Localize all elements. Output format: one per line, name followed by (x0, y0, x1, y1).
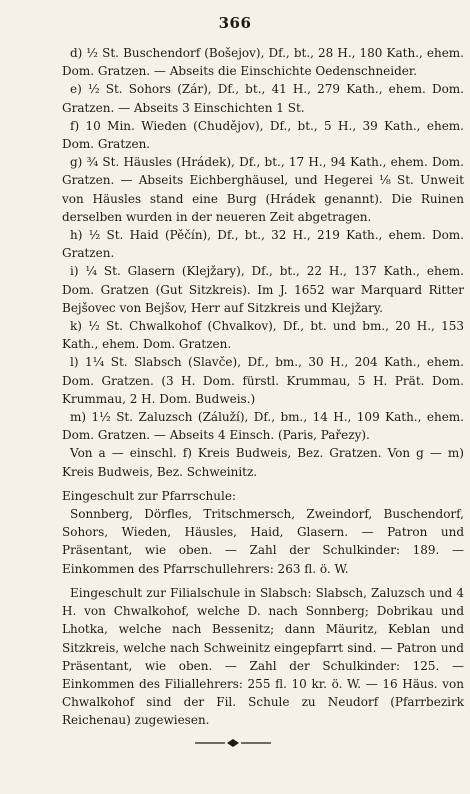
entry-d: d) ½ St. Buschendorf (Bošejov), Df., bt., 28 H., 180 Kath., ehem. Dom. Gratzen. — Abseits die Einschichte Oedenschneider. (62, 46, 464, 79)
filialschule-paragraph: Eingeschult zur Filialschule in Slabsch: Slabsch, Zaluzsch und 4 H. von Chwalkohof, welche D. nach Sonnberg; Dobrikau und Lhotka, welche nach Bessenitz; dann Mäuritz, Keblan und Sitzkreis, welche nach Schweinitz eingepfarrt sind. — Patron und Präsentant, wie oben. — Zahl der Schulkinder: 125. — Einkommen des Filiallehrers: 255 fl. 10 kr. ö. W. — 16 Häus. von Chwalkohof sind der Fil. Schule zu Neudorf (Pfarrbezirk Reichenau) zugewiesen. (62, 585, 464, 728)
pfarrschule-paragraph: Sonnberg, Dörfles, Tritschmersch, Zweindorf, Buschendorf, Sohors, Wieden, Häusles, Haid, Glasern. — Patron und Präsentant, wie oben. — Zahl der Schulkinder: 189. — Einkommen des Pfarrschullehrers: 263 fl. ö. W. (62, 507, 464, 576)
entry-k: k) ½ St. Chwalkohof (Chvalkov), Df., bt. und bm., 20 H., 153 Kath., ehem. Dom. Gratzen. (62, 319, 464, 352)
page-number: 366 (218, 14, 252, 32)
entry-i: i) ¼ St. Glasern (Klejžary), Df., bt., 22 H., 137 Kath., ehem. Dom. Gratzen (Gut Sitzkreis). Im J. 1652 war Marquard Ritter Bejšovec von Bejšov, Herr auf Sitzkreis und Klejžary. (62, 264, 464, 315)
page-body (62, 44, 464, 730)
entry-g: g) ¾ St. Häusles (Hrádek), Df., bt., 17 H., 94 Kath., ehem. Dom. Gratzen. — Abseits Eichberghäusel, und Hegerei ⅛ St. Unweit von Häusles stand eine Burg (Hrádek genannt). Die Ruinen derselben wurden in der neueren Zeit abgetragen. (62, 155, 464, 224)
section-heading: Eingeschult zur Pfarrschule: (62, 488, 236, 503)
district-note: Von a — einschl. f) Kreis Budweis, Bez. Gratzen. Von g — m) Kreis Budweis, Bez. Schweinitz. (62, 446, 464, 479)
entry-f: f) 10 Min. Wieden (Chudějov), Df., bt., 5 H., 39 Kath., ehem. Dom. Gratzen. (62, 118, 464, 152)
ornament-divider (193, 738, 273, 748)
entry-e: e) ½ St. Sohors (Zár), Df., bt., 41 H., 279 Kath., ehem. Dom. Gratzen. — Abseits 3 Einschichten 1 St. (62, 82, 464, 115)
entry-h: h) ½ St. Haid (Pěčín), Df., bt., 32 H., 219 Kath., ehem. Dom. Gratzen. (62, 228, 464, 261)
entry-l: l) 1¼ St. Slabsch (Slavče), Df., bm., 30 H., 204 Kath., ehem. Dom. Gratzen. (3 H. Dom. fürstl. Krummau, 5 H. Prät. Dom. Krummau, 2 H. Dom. Budweis.) (62, 355, 464, 406)
entry-m: m) 1½ St. Zaluzsch (Záluží), Df., bm., 14 H., 109 Kath., ehem. Dom. Gratzen. — Abseits 4 Einsch. (Paris, Pařezy). (62, 410, 464, 443)
